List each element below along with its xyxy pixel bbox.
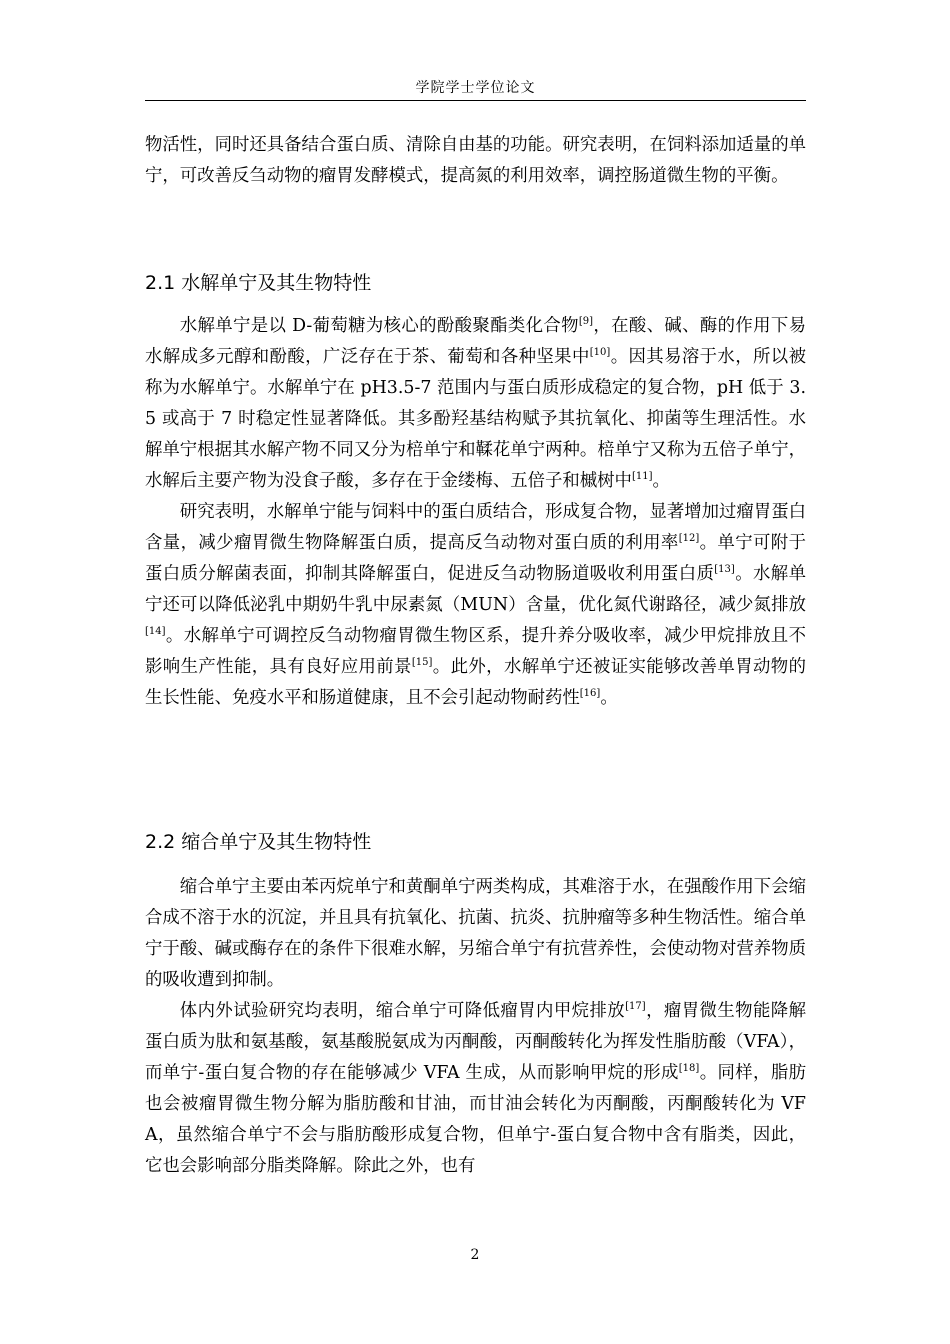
section-2-2-paragraph-2 bbox=[145, 996, 806, 1182]
text-run: 。 bbox=[652, 471, 670, 491]
citation-11: [11] bbox=[631, 471, 653, 482]
section-2-2-body bbox=[145, 872, 806, 1182]
section-heading-2-1: 2.1 水解单宁及其生物特性 bbox=[145, 272, 372, 294]
citation-9: [9] bbox=[578, 316, 594, 327]
text-run: 。水解单宁可调控反刍动物瘤胃微生物区系，提升养分吸收率，减少甲烷排放且不影响生产性能，具有良好应用前景 bbox=[145, 626, 806, 677]
text-run: ，在酸、碱、酶的作用下易水解成多元醇和酚酸，广泛存在于茶、葡萄和各种坚果中 bbox=[145, 316, 806, 367]
header-rule bbox=[145, 100, 806, 101]
citation-15: [15] bbox=[411, 657, 433, 668]
text-run: 。因其易溶于水，所以被称为水解单宁。水解单宁在 pH3.5-7 范围内与蛋白质形成稳定的复合物，pH 低于 3.5 或高于 7 时稳定性显著降低。其多酚羟基结构赋予其抗氧化、抑菌等生理活性。水解单宁根据其水解产物不同又分为棓单宁和鞣花单宁两种。棓单宁又称为五倍子单宁，水解后主要产物为没食子酸，多存在于金缕梅、五倍子和槭树中 bbox=[145, 347, 806, 491]
text-run: 水解单宁是以 D-葡萄糖为核心的酚酸聚酯类化合物 bbox=[179, 316, 579, 336]
intro-block bbox=[145, 130, 806, 192]
text-run: 。单宁可附于蛋白质分解菌表面，抑制其降解蛋白，促进反刍动物肠道吸收利用蛋白质 bbox=[145, 533, 806, 584]
citation-14: [14] bbox=[145, 626, 166, 637]
text-run: ，瘤胃微生物能降解蛋白质为肽和氨基酸，氨基酸脱氨成为丙酮酸，丙酮酸转化为挥发性脂肪酸（VFA），而单宁-蛋白复合物的存在能够减少 VFA 生成，从而影响甲烷的形成 bbox=[145, 1001, 806, 1083]
text-run: 。此外，水解单宁还被证实能够改善单胃动物的生长性能、免疫水平和肠道健康，且不会引起动物耐药性 bbox=[145, 657, 806, 708]
section-2-2-paragraph-1: 缩合单宁主要由苯丙烷单宁和黄酮单宁两类构成，其难溶于水，在强酸作用下会缩合成不溶于水的沉淀，并且具有抗氧化、抗菌、抗炎、抗肿瘤等多种生物活性。缩合单宁于酸、碱或酶存在的条件下很难水解，另缩合单宁有抗营养性，会使动物对营养物质的吸收遭到抑制。 bbox=[145, 877, 806, 990]
page-header: 学院学士学位论文 bbox=[415, 80, 536, 96]
citation-13: [13] bbox=[714, 564, 735, 575]
citation-17: [17] bbox=[625, 1001, 646, 1012]
citation-16: [16] bbox=[579, 688, 601, 699]
section-heading-2-2: 2.2 缩合单宁及其生物特性 bbox=[145, 831, 372, 853]
page-number: 2 bbox=[470, 1247, 480, 1263]
intro-paragraph: 物活性，同时还具备结合蛋白质、清除自由基的功能。研究表明，在饲料添加适量的单宁，可改善反刍动物的瘤胃发酵模式，提高氮的利用效率，调控肠道微生物的平衡。 bbox=[145, 135, 806, 186]
citation-18: [18] bbox=[678, 1063, 700, 1074]
text-run: 。水解单宁还可以降低泌乳中期奶牛乳中尿素氮（MUN）含量，优化氮代谢路径，减少氮排放 bbox=[145, 564, 806, 615]
text-run: 研究表明，水解单宁能与饲料中的蛋白质结合，形成复合物，显著增加过瘤胃蛋白含量，减少瘤胃微生物降解蛋白质，提高反刍动物对蛋白质的利用率 bbox=[145, 502, 806, 553]
text-run: 。同样，脂肪也会被瘤胃微生物分解为脂肪酸和甘油，而甘油会转化为丙酮酸，丙酮酸转化为 VFA，虽然缩合单宁不会与脂肪酸形成复合物，但单宁-蛋白复合物中含有脂类，因此，它也会影响部分脂类降解。除此之外，也有 bbox=[145, 1063, 806, 1176]
section-2-1-paragraph-2 bbox=[145, 497, 806, 714]
citation-10: [10] bbox=[589, 347, 611, 358]
section-2-1-body bbox=[145, 311, 806, 714]
citation-12: [12] bbox=[678, 533, 700, 544]
section-2-1-paragraph-1 bbox=[145, 311, 806, 497]
text-run: 体内外试验研究均表明，缩合单宁可降低瘤胃内甲烷排放 bbox=[179, 1001, 626, 1021]
text-run: 。 bbox=[600, 688, 618, 708]
